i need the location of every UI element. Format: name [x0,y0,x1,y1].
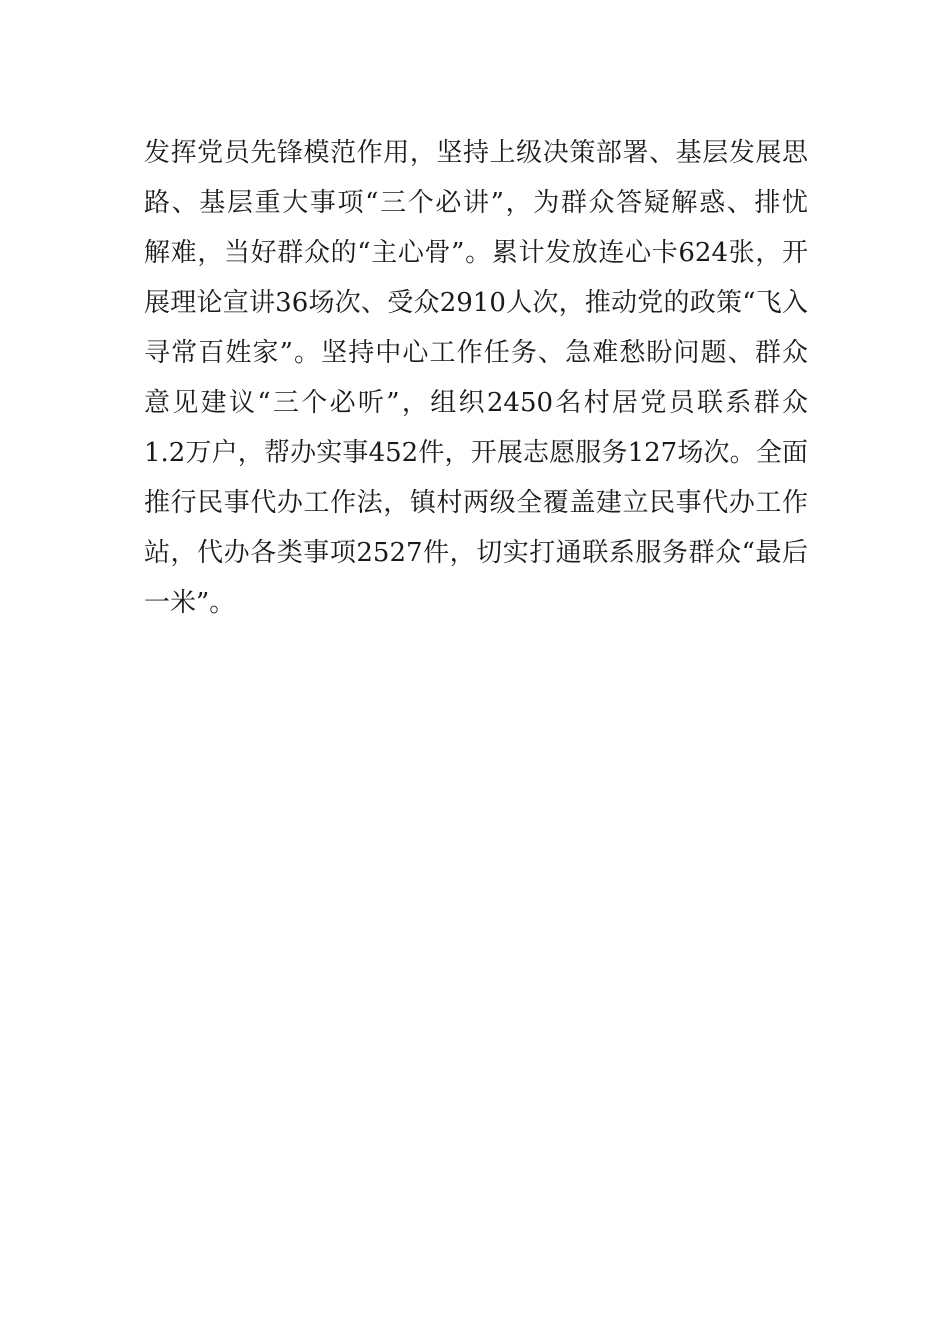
body-paragraph [144,128,808,628]
paragraph-line: 路、基层重大事项“三个必讲”，为群众答疑解惑、排忧 [144,188,808,218]
paragraph-line: 意见建议“三个必听”，组织2450名村居党员联系群众 [144,388,808,418]
paragraph-line: 1.2万户，帮办实事452件，开展志愿服务127场次。全面 [144,438,808,468]
paragraph-line: 推行民事代办工作法，镇村两级全覆盖建立民事代办工作 [144,488,808,518]
paragraph-line: 展理论宣讲36场次、受众2910人次，推动党的政策“飞入 [144,288,808,318]
paragraph-line: 发挥党员先锋模范作用，坚持上级决策部署、基层发展思 [144,138,808,168]
paragraph-line: 解难，当好群众的“主心骨”。累计发放连心卡624张，开 [144,238,808,268]
paragraph-line: 站，代办各类事项2527件，切实打通联系服务群众“最后 [144,538,808,568]
paragraph-line: 寻常百姓家”。坚持中心工作任务、急难愁盼问题、群众 [144,338,808,368]
paragraph-line: 一米”。 [144,588,236,618]
